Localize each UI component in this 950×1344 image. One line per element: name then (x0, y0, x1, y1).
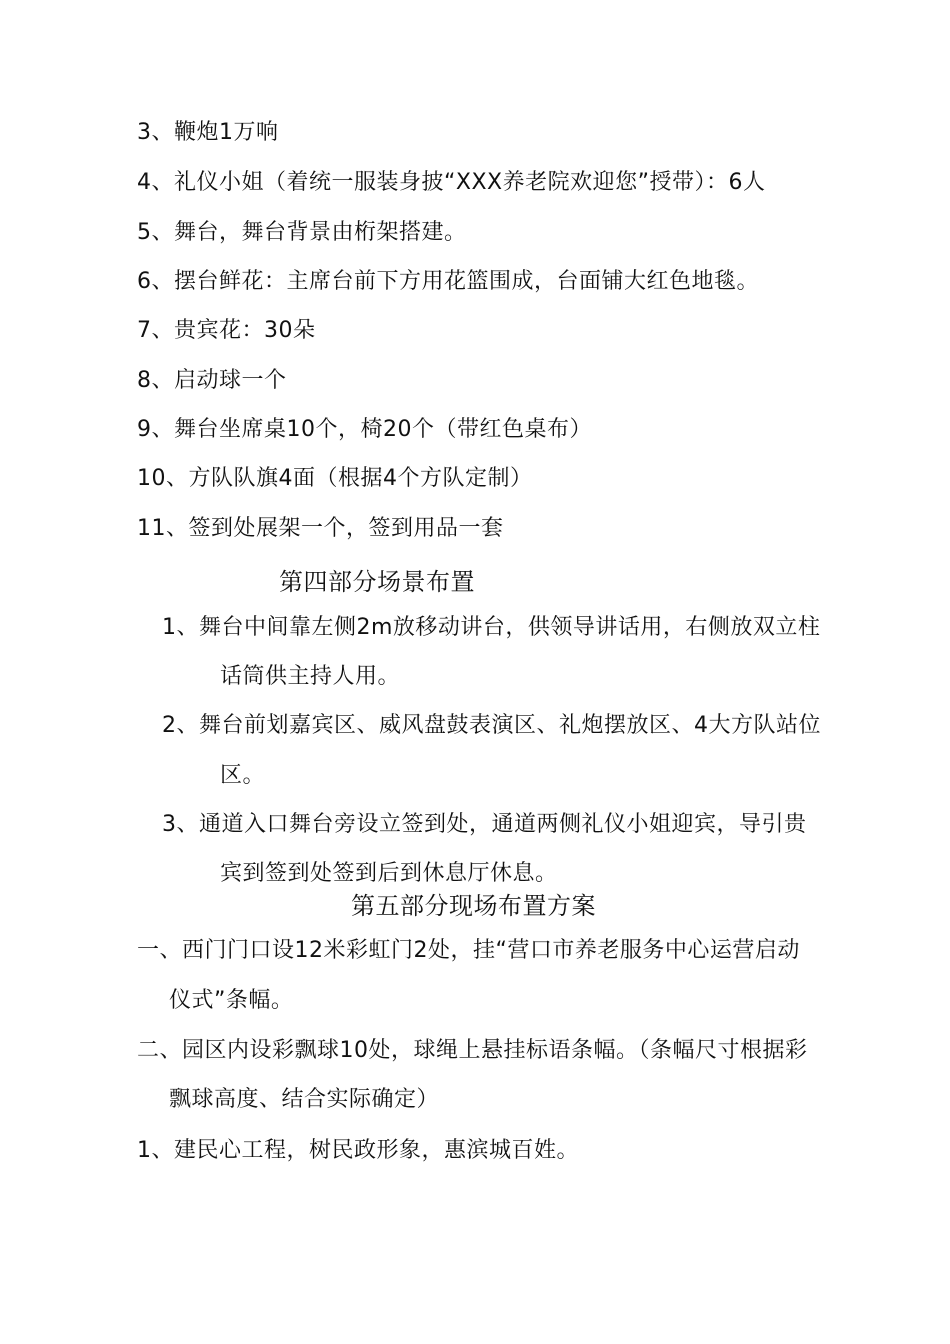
part5-item-2-line2: 飘球高度、结合实际确定） (169, 1087, 440, 1112)
part5-item-2-line1: 二、园区内设彩飘球10处，球绳上悬挂标语条幅。（条幅尺寸根据彩 (137, 1038, 808, 1063)
list-item-9: 9、舞台坐席桌10个，椅20个（带红色桌布） (137, 417, 592, 442)
part4-item-1-line1: 1、舞台中间靠左侧2m放移动讲台，供领导讲话用，右侧放双立柱 (162, 615, 821, 640)
part4-item-3-line1: 3、通道入口舞台旁设立签到处，通道两侧礼仪小姐迎宾，导引贵 (162, 812, 807, 837)
part4-item-3-line2: 宾到签到处签到后到休息厅休息。 (220, 861, 558, 886)
part4-item-2-line1: 2、舞台前划嘉宾区、威风盘鼓表演区、礼炮摆放区、4大方队站位 (162, 713, 821, 738)
list-item-11: 11、签到处展架一个，签到用品一套 (137, 516, 504, 541)
list-item-8: 8、启动球一个 (137, 368, 287, 393)
part5-slogan: 1、建民心工程，树民政形象，惠滨城百姓。 (137, 1138, 579, 1163)
part4-item-1-line2: 话筒供主持人用。 (220, 664, 401, 689)
section-heading-part5: 第五部分现场布置方案 (351, 892, 596, 920)
list-item-3: 3、鞭炮1万响 (137, 120, 279, 145)
list-item-5: 5、舞台，舞台背景由桁架搭建。 (137, 220, 467, 245)
section-heading-part4: 第四部分场景布置 (279, 568, 475, 596)
part4-item-2-line2: 区。 (220, 763, 266, 788)
list-item-7: 7、贵宾花：30朵 (137, 318, 316, 343)
list-item-10: 10、方队队旗4面（根据4个方队定制） (137, 466, 533, 491)
part5-item-1-line1: 一、西门门口设12米彩虹门2处，挂“营口市养老服务中心运营启动 (137, 938, 800, 963)
list-item-4: 4、礼仪小姐（着统一服装身披“XXX养老院欢迎您”授带）：6人 (137, 170, 766, 195)
list-item-6: 6、摆台鲜花：主席台前下方用花篮围成，台面铺大红色地毯。 (137, 269, 759, 294)
part5-item-1-line2: 仪式”条幅。 (169, 988, 294, 1013)
